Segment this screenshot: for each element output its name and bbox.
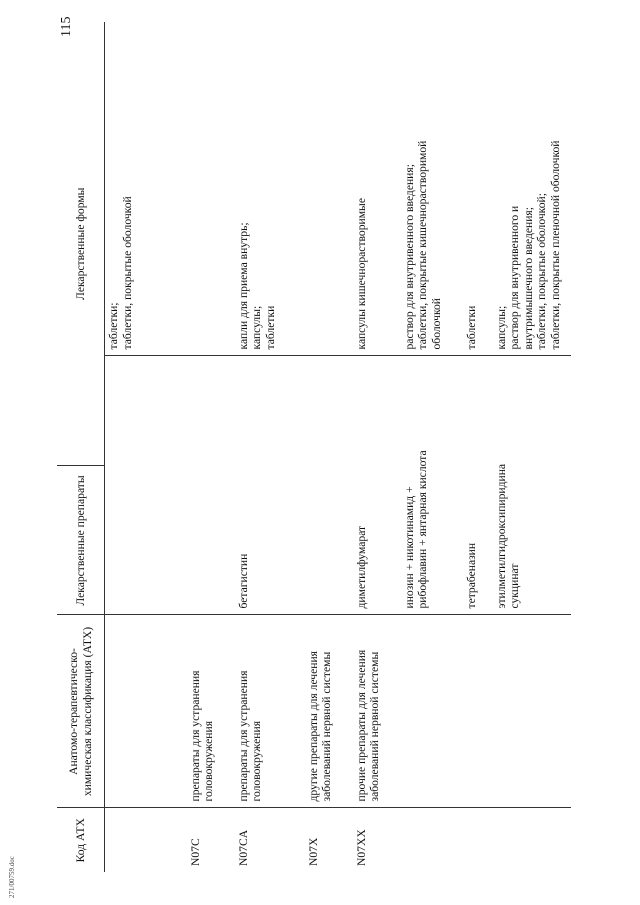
cell-drug — [187, 356, 235, 615]
header-code: Код АТХ — [57, 808, 105, 872]
table-row — [105, 22, 187, 872]
form-item: таблетки; — [107, 302, 120, 350]
table-row — [463, 22, 493, 872]
cell-classification: препараты для устранения головокружения — [187, 615, 235, 808]
header-forms: Лекарственные формы — [57, 22, 105, 466]
form-item: таблетки — [464, 305, 478, 350]
rotated-page — [57, 16, 577, 872]
cell-drug — [105, 356, 187, 615]
cell-code — [463, 808, 493, 872]
form-item: таблетки, покрытые оболочкой; — [535, 193, 548, 350]
cell-forms — [305, 22, 353, 356]
cell-classification: прочие препараты для лечения заболеваний нервной системы — [353, 615, 401, 808]
cell-drug: диметилфумарат — [353, 356, 401, 615]
cell-forms — [353, 22, 401, 356]
cell-code: N07XX — [354, 829, 368, 866]
atx-table — [57, 22, 571, 872]
cell-code — [401, 808, 463, 872]
cell-classification — [105, 615, 187, 808]
cell-code — [105, 808, 187, 872]
form-item: таблетки, покрытые пленочной оболочкой — [548, 140, 562, 350]
form-item: раствор для внутривенного и внутримышечного введения; — [508, 205, 535, 350]
table-header-row — [57, 22, 105, 872]
form-item: капсулы; — [250, 305, 263, 350]
form-item: таблетки — [263, 305, 277, 350]
form-item: капсулы кишечнорастворимые — [354, 198, 368, 350]
table-row — [305, 22, 353, 872]
cell-classification: препараты для устранения головокружения — [235, 615, 305, 808]
form-item: таблетки, покрытые оболочкой — [120, 196, 134, 350]
cell-classification: другие препараты для лечения заболеваний нервной системы — [305, 615, 353, 808]
form-item: капли для приема внутрь; — [236, 222, 250, 350]
cell-drug: этилметилгидроксипиридина сукцинат — [493, 356, 571, 615]
cell-forms — [187, 22, 235, 356]
header-classification: Анатомо-терапевтическо-химическая классификация (АТХ) — [57, 615, 105, 808]
cell-forms — [493, 22, 571, 356]
cell-drug — [305, 356, 353, 615]
cell-forms — [105, 22, 187, 356]
header-drug: Лекарственные препараты — [57, 466, 105, 615]
form-item: таблетки, покрытые кишечнорастворимой оболочкой — [416, 140, 443, 350]
form-item: раствор для внутривенного введения; — [402, 164, 416, 350]
cell-code: N07CA — [236, 829, 250, 866]
form-item: капсулы; — [494, 305, 508, 350]
table-row — [187, 22, 235, 872]
cell-classification — [401, 615, 463, 808]
cell-classification — [493, 615, 571, 808]
cell-classification — [463, 615, 493, 808]
cell-drug: бетагистин — [235, 356, 305, 615]
cell-drug: тетрабеназин — [463, 356, 493, 615]
cell-drug: инозин + никотинамид + рибофлавин + янтарная кислота — [401, 356, 463, 615]
cell-code: N07X — [306, 837, 320, 866]
page-number: 115 — [59, 16, 74, 37]
footer-document-code: 271/00759.doc — [8, 856, 16, 898]
table-row — [493, 22, 571, 872]
cell-code: N07C — [188, 838, 202, 866]
cell-code — [493, 808, 571, 872]
table-row — [353, 22, 401, 872]
cell-forms — [401, 22, 463, 356]
cell-forms — [235, 22, 305, 356]
table-row — [235, 22, 305, 872]
table-row — [401, 22, 463, 872]
cell-forms — [463, 22, 493, 356]
